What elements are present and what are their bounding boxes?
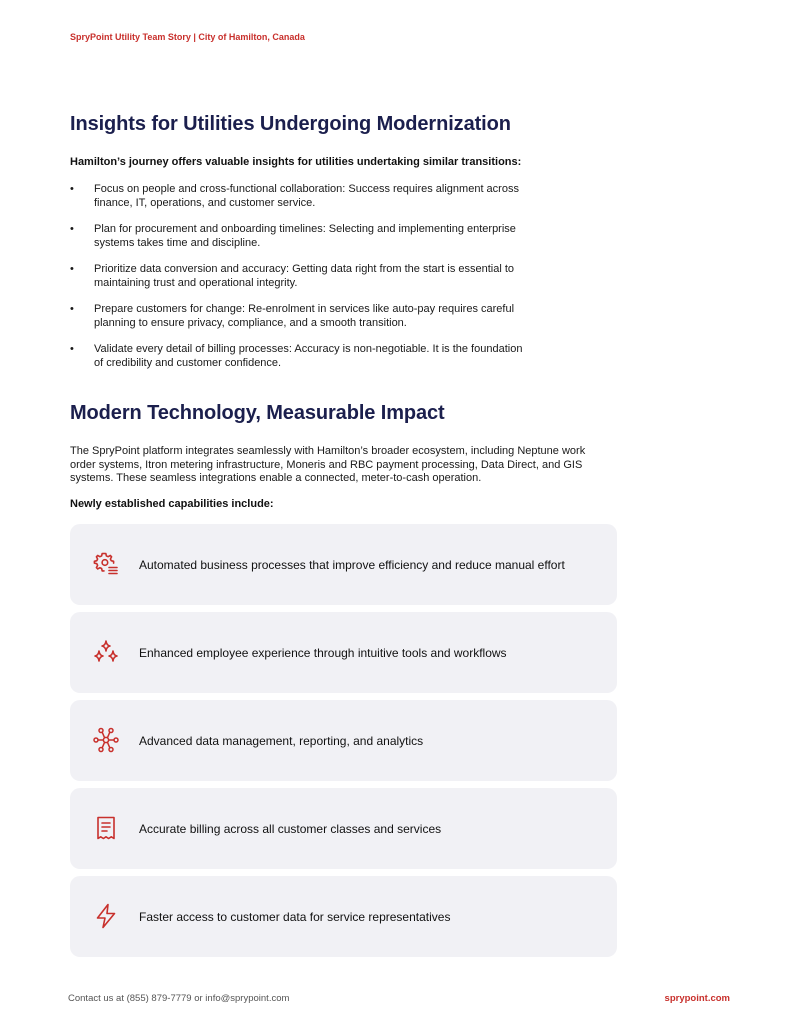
capability-card-employee-experience [70, 612, 617, 693]
gear-list-icon [92, 550, 120, 578]
list-item [70, 303, 550, 343]
list-item-text: maintaining trust and operational integrity. [94, 276, 298, 289]
intro-line: order systems, Itron metering infrastructure, Moneris and RBC payment processing, Data Direct, and GIS [70, 458, 583, 471]
capability-label: Enhanced employee experience through intuitive tools and workflows [139, 645, 507, 660]
list-item-text: Validate every detail of billing processes: Accuracy is non-negotiable. It is the foundation [94, 343, 523, 355]
insights-lead: Hamilton’s journey offers valuable insights for utilities undertaking similar transitions: [70, 156, 522, 168]
footer-contact: Contact us at (855) 879-7779 or info@sprypoint.com [68, 993, 290, 1004]
bullet: • [70, 223, 74, 235]
capabilities-lead: Newly established capabilities include: [70, 498, 274, 510]
list-item-text: planning to ensure privacy, compliance, and a smooth transition. [94, 316, 407, 329]
capability-label: Faster access to customer data for service representatives [139, 909, 451, 924]
bullet: • [70, 263, 74, 275]
capability-label: Automated business processes that improve efficiency and reduce manual effort [139, 557, 565, 572]
capability-label: Accurate billing across all customer classes and services [139, 821, 442, 836]
list-item-text: Prepare customers for change: Re-enrolment in services like auto-pay requires careful [94, 303, 515, 315]
technology-intro [70, 445, 610, 486]
list-item-text: of credibility and customer confidence. [94, 356, 282, 369]
lightning-icon [92, 902, 120, 930]
capability-card-data-management [70, 700, 617, 781]
insights-heading: Insights for Utilities Undergoing Modernization [70, 113, 511, 135]
list-item-text: Focus on people and cross-functional collaboration: Success requires alignment across [94, 183, 519, 195]
intro-line: The SpryPoint platform integrates seamlessly with Hamilton’s broader ecosystem, including Neptune work [70, 445, 586, 457]
document-header: SpryPoint Utility Team Story | City of Hamilton, Canada [70, 32, 305, 42]
technology-heading: Modern Technology, Measurable Impact [70, 402, 445, 424]
list-item-text: finance, IT, operations, and customer service. [94, 196, 316, 209]
list-item-text: Prioritize data conversion and accuracy: Getting data right from the start is essential to [94, 263, 515, 275]
receipt-icon [92, 814, 120, 842]
bullet: • [70, 303, 74, 315]
sparkles-icon [92, 638, 120, 666]
list-item [70, 183, 550, 223]
list-item [70, 223, 550, 263]
network-nodes-icon [92, 726, 120, 754]
list-item [70, 343, 550, 383]
footer-website-link[interactable]: sprypoint.com [664, 993, 730, 1004]
bullet: • [70, 183, 74, 195]
capability-label: Advanced data management, reporting, and analytics [139, 733, 424, 748]
list-item-text: Plan for procurement and onboarding timelines: Selecting and implementing enterprise [94, 223, 516, 235]
capability-card-billing [70, 788, 617, 869]
capability-card-automation [70, 524, 617, 605]
capability-card-data-access [70, 876, 617, 957]
list-item [70, 263, 550, 303]
insights-list [70, 183, 550, 383]
intro-line: systems. These seamless integrations enable a connected, meter-to-cash operation. [70, 472, 482, 484]
bullet: • [70, 343, 74, 355]
list-item-text: systems takes time and discipline. [94, 236, 261, 249]
